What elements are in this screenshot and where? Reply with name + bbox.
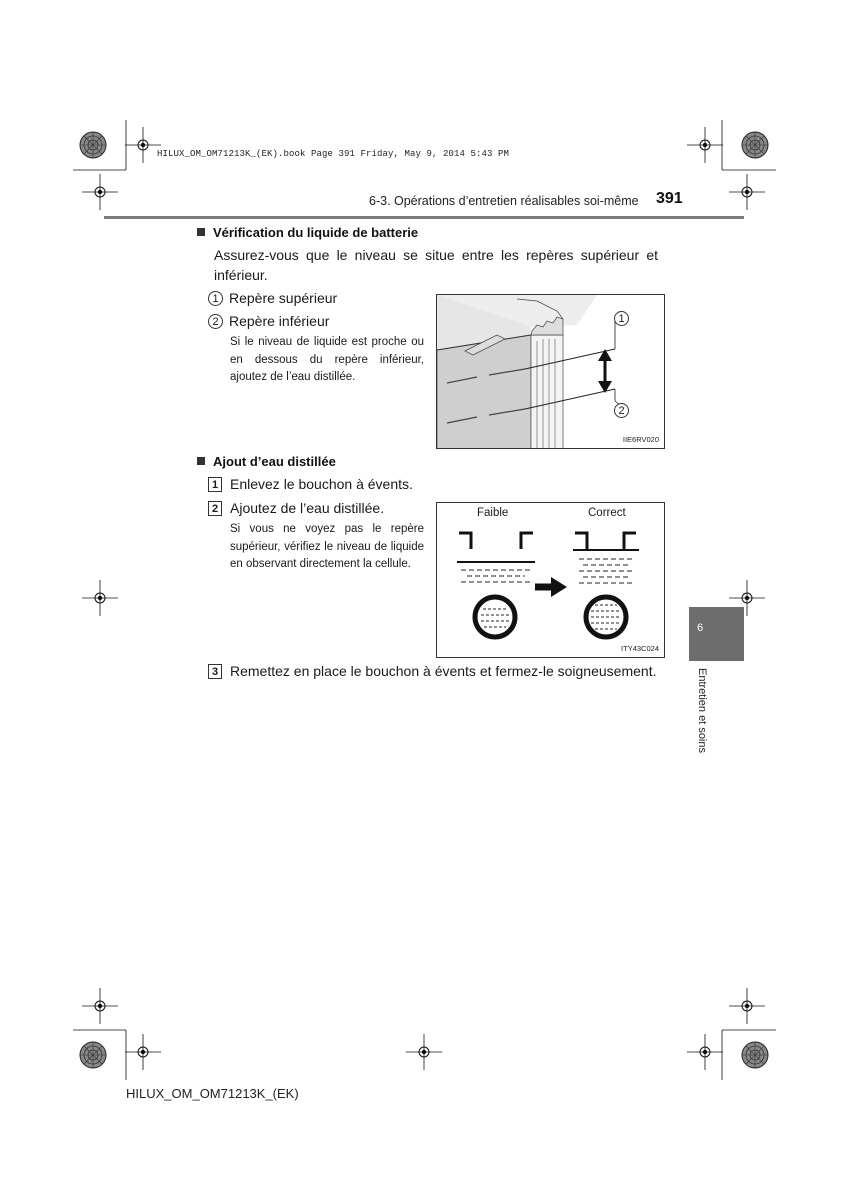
footer-code: HILUX_OM_OM71213K_(EK)	[126, 1086, 299, 1101]
header-rule	[104, 216, 744, 219]
circled-number-2: 2	[208, 314, 223, 329]
list-item-upper-mark	[208, 290, 337, 306]
step-label: Enlevez le bouchon à évents.	[230, 476, 413, 492]
square-bullet-icon	[197, 228, 205, 236]
page-number: 391	[656, 190, 683, 207]
heading-text: Ajout d’eau distillée	[213, 454, 336, 469]
note-check-cell: Si vous ne voyez pas le repère supérieur, vérifiez le niveau de liquide en observant directement la cellule.	[230, 523, 424, 570]
intro-paragraph: Assurez-vous que le niveau se situe entre les repères supérieur et inférieur.	[214, 247, 658, 283]
label-correct: Correct	[588, 507, 626, 519]
heading-text: Vérification du liquide de batterie	[213, 225, 419, 240]
circled-number-1: 1	[208, 291, 223, 306]
step-label: Remettez en place le bouchon à évents et fermez-le soigneusement.	[230, 663, 657, 679]
battery-illustration	[437, 295, 665, 449]
step-number: 1	[208, 477, 222, 492]
note-low-level: Si le niveau de liquide est proche ou en dessous du repère inférieur, ajoutez de l’eau distillée.	[230, 336, 424, 383]
print-info: HILUX_OM_OM71213K_(EK).book Page 391 Friday, May 9, 2014 5:43 PM	[157, 149, 510, 159]
item-label: Repère inférieur	[229, 313, 330, 329]
chapter-number: 6	[697, 622, 704, 634]
step-2	[208, 500, 384, 516]
water-level-illustration	[437, 503, 665, 658]
callout-1: 1	[614, 311, 629, 326]
step-3	[208, 663, 656, 679]
figure-battery-level	[436, 294, 665, 449]
callout-2: 2	[614, 403, 629, 418]
step-number: 3	[208, 664, 222, 679]
chapter-tab	[689, 607, 744, 661]
section-heading-distilled-water	[197, 454, 336, 469]
step-label: Ajoutez de l’eau distillée.	[230, 500, 385, 516]
figure-water-level	[436, 502, 665, 658]
square-bullet-icon	[197, 457, 205, 465]
figure-code: IIE6RV020	[622, 435, 659, 444]
list-item-lower-mark	[208, 313, 329, 329]
section-heading-battery-fluid	[197, 225, 418, 240]
figure-code: ITY43C024	[621, 644, 659, 653]
chapter-title: Entretien et soins	[696, 668, 708, 753]
section-header: 6-3. Opérations d’entretien réalisables soi-même	[369, 194, 639, 208]
label-low: Faible	[477, 507, 509, 519]
step-1	[208, 476, 413, 492]
step-number: 2	[208, 501, 222, 516]
item-label: Repère supérieur	[229, 290, 338, 306]
